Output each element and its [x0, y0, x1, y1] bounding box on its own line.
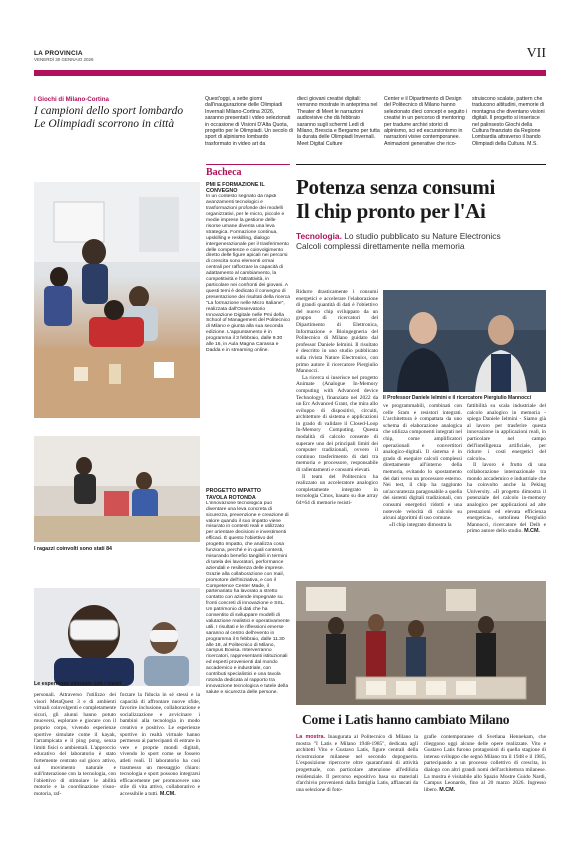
vr-headset-photo: [34, 588, 200, 686]
main-headline-line1: Potenza senza consumi: [296, 175, 496, 199]
main-deck-line1: Lo studio pubblicato su Nature Electronics: [344, 231, 501, 241]
paper-title: LA PROVINCIA: [34, 50, 83, 57]
researchers-caption: Il Professor Daniele Ielmini e il ricercatore Piergiulio Mannocci: [383, 395, 532, 401]
main-headline-line2: Il chip pronto per l'Ai: [296, 199, 486, 223]
issue-date: VENERDÌ 30 GENNAIO 2026: [34, 57, 94, 62]
main-col3b-body: Il lavoro è frutto di una collaborazione internazionale tra mondo accademico e industriale che ha coinvolto anche la Peking University. «Il progetto dimostra il potenziale del calcolo in-memory analogico per applicazioni ad alte prestazioni ed elevata efficienza energetica», sottolinea Piergiulio Mannocci, ricercatore del Deib e primo autore dello studio.: [467, 462, 546, 535]
bottom-left-col1: personali. Attraverso l'utilizzo dei visori MetaQuest 3 e di ambienti virtuali coinvolgenti e completamente sicuri, gli alunni hanno potuto muoversi, esplorare e giocare con il proprio corpo, vivendo esperienze sportive simulate come il kayak, l'arrampicata e il ping pong, senza limiti fisici o ambientali. L'approccio educativo del laboratorio è stato fortemente centrato sul gioco attivo, sul movimento naturale e sull'interazione con la tecnologia, con l'obiettivo di stimolare le abilità motorie e la coordinazione visuo-motoria, raf-: [34, 692, 116, 797]
latis-exhibition-illustration: [296, 581, 546, 705]
bacheca-s2-text: L'innovazione tecnologica può diventare una leva concreta di sicurezza, prevenzione e creazione di valore quando il suo impatto viene misurato in contesti reali e utilizzato per orientare decisioni e investimenti efficaci. È questo l'obiettivo del progetto Impatto, che analizza cosa funziona, perché e in quali contesti, misurando benefici tangibili in termini di tutela dei lavoratori, performance aziendali e resilienza delle imprese. Grazie alla collaborazione con Inail, promotore dell'iniziativa, e con il Competence Center Made, il partenariato ha lavorato a stretto contatto con aziende impegnate su fronti concreti di innovazione e SSL. Un patrimonio di dati che ha consentito di sviluppare modelli di valutazione realistici e operativamente utili. I risultati e le riflessioni emerse saranno al centro dell'evento in programma il 6 febbraio, dalle 11.30 alle 18, al Politecnico di Milano, campus Bovisa. Interverranno ricercatori, rappresentanti istituzionali ed esperti provenienti dal mondo accademico e industriale, con contributi specialistici e una tavola rotonda dedicata al rapporto tra innovazione tecnologica e tutele della salute e sicurezza delle persone.: [206, 500, 290, 695]
main-col3b-text: [467, 462, 546, 535]
main-col2-text: ve programmabili, combinati con celle Sram e resistori integrati. L'architettura è compattata da uno schema di elaborazione analogica che utilizza componenti integrati nel chip, come amplificatori operazionali e convertitori analogico-digitali. Il sistema è in grado di eseguire calcoli complessi direttamente all'interno della memoria, evitando lo spostamento dei dati verso un processore esterno. Nei test, il chip ha raggiunto un'accuratezza paragonabile a quella dei sistemi digitali tradizionali, con consumi energetici ridotti e una notevole velocità di calcolo su alcuni algoritmi di uso comune.: [383, 403, 462, 522]
main-lead-1: Ridurre drasticamente i consumi energetici e accelerare l'elaborazione di grandi quantità di dati è l'obiettivo del nuovo chip sviluppato da un gruppo di ricercatori del Dipartimento di Elettronica, Informazione e Bioingegneria del Politecnico di Milano guidato dal professor Daniele Ielmini. Il risultato è descritto in uno studio pubblicato sulla rivista Nature Electronics, con primo autore il ricercatore Piergiulio Mannocci.: [296, 289, 378, 375]
main-col1: [296, 289, 378, 553]
top-col-d-signature: M.S.: [527, 140, 538, 147]
latis-headline: Come i Latis hanno cambiato Milano: [302, 712, 510, 727]
top-headline-line2: Le Olimpiadi scorrono in città: [34, 117, 175, 130]
students-workshop-photo: [34, 436, 200, 542]
top-col-d-text: struiscono scalate, pattern che traducono altitudini, memorie di montagna che diventano visioni digitali. Il progetto si inserisce nel palinsesto Giochi della Cultura finanziato da Regione Lombardia attraverso il bando Olimpiadi della Cultura.: [472, 96, 545, 147]
bacheca-s1-title: PMI E FORMAZIONE IL CONVEGNO: [206, 182, 265, 195]
top-col-b: dieci giovani creativi digitali: verranno mostrate in anteprima nel Theater di Meet le narrazioni audiovisive che dà febbraio saranno sugli schermi Ledi di Milano, Brescia e Bergamo per tutta la durata delle Olimpiadi Invernali. Meet Digital Culture: [297, 96, 380, 147]
main-deck: [296, 231, 546, 251]
main-headline: [296, 175, 546, 223]
latis-col1: [296, 734, 418, 826]
main-col2: [383, 403, 462, 553]
latis-col1-text: Inaugurata al Politecnico di Milano la mostra "I Latis e Milano 1948-1985", dedicata agli architetti Vito e Gustavo Latis, figure centrali della ricostruzione milanese nel secondo dopoguerra. L'esposizione ripercorre oltre quarant'anni di attività progettuale, con particolare attenzione all'edilizia residenziale. Il percorso espositivo basa su materiali d'archivio provenienti dalla famiglia Latis, affiancati da una selezione di foto-: [296, 734, 418, 793]
bacheca-s1-text: In un contesto segnato da rapidi avanzamenti tecnologici e trasformazioni profonde dei modelli organizzativi, per le micro, piccole e medie imprese la gestione delle risorse umane diventa una leva strategica. Formazione continua, upskilling e reskilling, dialogo intergenerazionale per il trasferimento delle competenze e coinvolgimento diretto delle figure apicali nei percorsi di crescita sono elementi ormai centrali per rafforzare la capacità di adattamento al cambiamento, la competitività e l'attrattività, in particolare nei confronti dei giovani. A questi temi è dedicato il convegno di presentazione dei risultati della ricerca "La formazione nelle Micro Italiane", realizzata dall'Osservatorio Innovazione Digitale nelle Pmi della School of Management del Politecnico di Milano e giunta alla sua seconda edizione. L'appuntamento è in programma il 3 febbraio, dalle 9.30 alle 16, in Aula Magna Carassa e Dadda e in streaming online.: [206, 194, 290, 353]
bacheca-title: Bacheca: [206, 167, 242, 178]
main-col3-signature: M.CM.: [524, 528, 540, 535]
main-col3-text: fattibilità su scala industriale del calcolo analogico in memoria - spiega Daniele Ielmini - Siamo già al lavoro per trasferire questa innovazione in applicazioni reali, in particolare nel campo dell'intelligenza artificiale, per ridurre i costi energetici del calcolo».: [467, 403, 546, 462]
latis-col2-text: grafie contemporanee di Svetlana Hennekam, che rileggono oggi alcune delle opere realizzate. Vito e Gustavo Latis furono protagonisti di quella stagione di intenso sviluppo che segnò Milano tra il 1948 e il 1985, partecipando a un processo collettivo di crescita, in dialogo con altri grandi nomi dell'architettura milanese. La mostra è visitabile allo Spazio Mostre Guido Nardi, Campus Leonardo, fino al 20 marzo 2026. Ingresso libero.: [424, 734, 546, 793]
researchers-illustration: [383, 290, 546, 392]
bottom-left-col2: [120, 692, 200, 824]
main-col2-quote: «Il chip integrato dimostra la: [389, 521, 452, 528]
header-bar: [34, 70, 546, 76]
vr-headset-illustration: [34, 588, 200, 686]
main-deck-line2: Calcoli complessi direttamente nella memoria: [296, 241, 465, 251]
bottom-left-col2-text: forzare la fiducia in sé stessi e la capacità di affrontare nuove sfide, favorire inclusione, collaborazione e socializzazione e avvicinare i bambini alla tecnologia in modo creativo e positivo. Le esperienze sportive in realtà virtuale hanno permesso ai partecipanti di entrare in vere e proprie mondi digitali, vivendo lo sport come se fossero atleti reali. Il laboratorio ha così trasmesso un messaggio chiaro: tecnologia e sport possono integrarsi efficacemente per promuovere uno stile di vita attivo, collaborativo e accessibile a tutti.: [120, 692, 200, 797]
students-lab-photo: [34, 182, 200, 418]
students-workshop-illustration: [34, 436, 200, 542]
bacheca-box: [206, 164, 290, 839]
photo-caption-2: Le esperienze simulate con i visori: [34, 681, 122, 687]
bottom-left-col2-signature: M.CM.: [159, 790, 176, 797]
page-number: VII: [526, 46, 546, 61]
researchers-photo: [383, 290, 546, 392]
main-lead-2: La ricerca si inserisce nel progetto Animate (Analogue In-Memory computing with Advanced device Technology), finanziato nel 2022 da un Erc Advanced Grant, che mira allo sviluppo di dispositivi, circuiti, architetture di sistema e applicazioni in grado di validare il Closed-Loop In-Memory Computing. Questa modalità di calcolo consente di superare uno dei principali limiti dei computer tradizionali, ovvero il continuo trasferimento di dati tra memoria e processore, responsabile di rallentamenti e consumi elevati.: [296, 374, 378, 474]
main-lead-3: Il team del Politecnico ha realizzato un acceleratore analogico completamente integrato in tecnologia Cmos, basato su due array 64×64 di memorie resisti-: [296, 473, 378, 506]
students-lab-illustration: [34, 182, 200, 418]
main-deck-kicker: Tecnologia.: [296, 231, 342, 241]
top-col-d: [472, 96, 546, 158]
latis-exhibition-photo: [296, 581, 546, 705]
top-headline-line1: I campioni dello sport lombardo: [34, 105, 184, 117]
top-kicker: I Giochi di Milano-Cortina: [34, 96, 109, 103]
bacheca-s2-title: PROGETTO IMPATTO TAVOLA ROTONDA: [206, 488, 262, 501]
latis-col2: [424, 734, 546, 826]
main-col3: [467, 403, 546, 553]
latis-col2-signature: M.CM.: [439, 786, 456, 793]
photo-caption-1: I ragazzi coinvolti sono stati 84: [34, 546, 112, 552]
newspaper-name: [34, 50, 94, 62]
latis-kicker: La mostra.: [296, 734, 325, 740]
top-col-a: Quest'oggi, a sette giorni dall'inaugurazione delle Olimpiadi Invernali Milano-Cortina 2026, saranno presentati i video selezionati in occasione di Visioni D'Alta Quota, progetto per le Olimpiadi. Un secolo di sport di alpinismo lombardo trasformato in video art da: [205, 96, 293, 147]
main-article: [296, 164, 546, 251]
top-col-c: Center e il Dipartimento di Design del Politecnico di Milano hanno selezionato dieci concept e seguito i creativi in un percorso di mentoring per tradurre archivi storici di alpinismo, sci ed escursionismo in narrazioni visive contemporanee. Animazioni generative che rico-: [384, 96, 468, 147]
top-headline: [34, 105, 200, 130]
